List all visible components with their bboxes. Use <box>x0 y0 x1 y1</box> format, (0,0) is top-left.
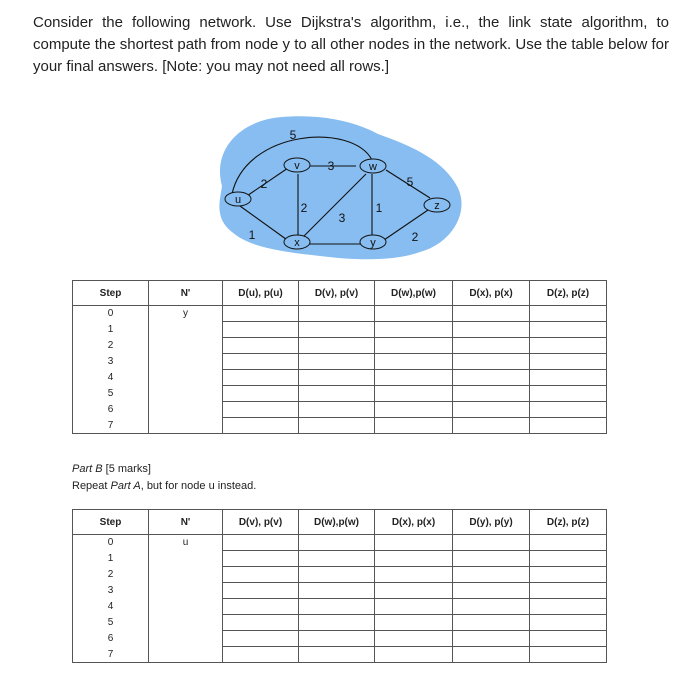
column-header: N' <box>149 281 223 306</box>
column-header: D(v), p(v) <box>223 510 299 535</box>
answer-cell[interactable] <box>223 354 299 370</box>
step-cell: 3 <box>73 583 149 599</box>
answer-cell[interactable] <box>223 386 299 402</box>
answer-cell[interactable] <box>299 583 375 599</box>
node-label-v: v <box>294 160 300 172</box>
step-cell: 3 <box>73 354 149 370</box>
table-row <box>73 599 607 615</box>
answer-cell[interactable] <box>299 370 375 386</box>
answer-cell[interactable] <box>530 583 607 599</box>
table-row <box>73 370 607 386</box>
column-header: D(z), p(z) <box>530 510 607 535</box>
table-row <box>73 583 607 599</box>
answer-cell[interactable] <box>530 354 607 370</box>
n-prime-cell <box>149 551 223 567</box>
cost-label-w-y: 1 <box>375 201 383 215</box>
network-cloud <box>219 116 461 259</box>
answer-cell[interactable] <box>299 386 375 402</box>
answer-cell[interactable] <box>530 631 607 647</box>
answer-cell[interactable] <box>299 535 375 551</box>
table-row <box>73 631 607 647</box>
answer-cell[interactable] <box>530 370 607 386</box>
answer-cell[interactable] <box>375 418 453 434</box>
step-cell: 6 <box>73 631 149 647</box>
n-prime-cell <box>149 599 223 615</box>
n-prime-cell <box>149 386 223 402</box>
answer-cell[interactable] <box>375 599 453 615</box>
cost-label-v-x: 2 <box>300 201 308 215</box>
part-b-instructions <box>72 461 256 495</box>
answer-cell[interactable] <box>375 306 453 322</box>
column-header: D(z), p(z) <box>530 281 607 306</box>
answer-cell[interactable] <box>223 370 299 386</box>
answer-cell[interactable] <box>453 386 530 402</box>
answer-cell[interactable] <box>299 599 375 615</box>
step-cell: 4 <box>73 370 149 386</box>
answer-cell[interactable] <box>530 418 607 434</box>
n-prime-cell <box>149 615 223 631</box>
table-row <box>73 354 607 370</box>
table-row <box>73 386 607 402</box>
n-prime-cell <box>149 402 223 418</box>
answer-cell[interactable] <box>453 322 530 338</box>
answer-cell[interactable] <box>453 631 530 647</box>
answer-cell[interactable] <box>453 647 530 663</box>
answer-cell[interactable] <box>223 599 299 615</box>
answer-cell[interactable] <box>375 322 453 338</box>
answer-cell[interactable] <box>453 567 530 583</box>
n-prime-cell <box>149 418 223 434</box>
answer-cell[interactable] <box>299 354 375 370</box>
table-row <box>73 306 607 322</box>
answer-cell[interactable] <box>299 418 375 434</box>
table-row <box>73 615 607 631</box>
answer-cell[interactable] <box>530 599 607 615</box>
answer-cell[interactable] <box>530 402 607 418</box>
step-cell: 7 <box>73 647 149 663</box>
answer-cell[interactable] <box>223 647 299 663</box>
n-prime-cell <box>149 370 223 386</box>
n-prime-cell <box>149 631 223 647</box>
cost-label-w-x: 3 <box>338 211 346 225</box>
n-prime-cell <box>149 567 223 583</box>
answer-cell[interactable] <box>453 306 530 322</box>
step-cell: 0 <box>73 535 149 551</box>
answer-cell[interactable] <box>375 386 453 402</box>
column-header: D(w),p(w) <box>375 281 453 306</box>
column-header: Step <box>73 281 149 306</box>
answer-cell[interactable] <box>530 338 607 354</box>
dijkstra-table-part-b <box>72 509 607 663</box>
answer-cell[interactable] <box>453 615 530 631</box>
answer-cell[interactable] <box>375 631 453 647</box>
answer-cell[interactable] <box>299 615 375 631</box>
step-cell: 1 <box>73 322 149 338</box>
cost-label-u-x: 1 <box>248 228 256 242</box>
n-prime-cell <box>149 322 223 338</box>
cost-label-u-w: 5 <box>289 128 297 142</box>
answer-cell[interactable] <box>375 583 453 599</box>
table-row <box>73 418 607 434</box>
column-header: D(y), p(y) <box>453 510 530 535</box>
answer-cell[interactable] <box>223 418 299 434</box>
answer-cell[interactable] <box>223 306 299 322</box>
column-header: Step <box>73 510 149 535</box>
answer-cell[interactable] <box>223 551 299 567</box>
answer-cell[interactable] <box>223 583 299 599</box>
answer-cell[interactable] <box>223 631 299 647</box>
answer-cell[interactable] <box>223 402 299 418</box>
answer-cell[interactable] <box>453 402 530 418</box>
table-row <box>73 338 607 354</box>
answer-cell[interactable] <box>453 583 530 599</box>
n-prime-cell <box>149 583 223 599</box>
answer-cell[interactable] <box>299 338 375 354</box>
answer-cell[interactable] <box>299 551 375 567</box>
table-row <box>73 402 607 418</box>
answer-cell[interactable] <box>530 322 607 338</box>
answer-cell[interactable] <box>375 615 453 631</box>
part-b-text: Repeat Part A, but for node u instead. <box>72 480 257 492</box>
answer-cell[interactable] <box>299 402 375 418</box>
part-b-title: Part B <box>72 463 103 475</box>
answer-cell[interactable] <box>530 567 607 583</box>
answer-cell[interactable] <box>375 551 453 567</box>
step-cell: 4 <box>73 599 149 615</box>
n-prime-cell <box>149 354 223 370</box>
node-label-w: w <box>369 161 377 173</box>
answer-cell[interactable] <box>530 306 607 322</box>
table-row <box>73 567 607 583</box>
column-header: D(w),p(w) <box>299 510 375 535</box>
table-row <box>73 322 607 338</box>
answer-cell[interactable] <box>530 615 607 631</box>
n-prime-cell <box>149 647 223 663</box>
answer-cell[interactable] <box>375 647 453 663</box>
table-header-row <box>73 281 607 306</box>
answer-cell[interactable] <box>375 338 453 354</box>
node-label-u: u <box>234 194 242 206</box>
cost-label-w-z: 5 <box>406 175 414 189</box>
table-header-row <box>73 510 607 535</box>
problem-statement: Consider the following network. Use Dijkstra's algorithm, i.e., the link state algorithm, to compute the shortest path from node y to all other nodes in the network. Use the table below for your final answers. [Note: you may not need all rows.] <box>33 14 669 75</box>
answer-cell[interactable] <box>375 535 453 551</box>
answer-cell[interactable] <box>375 402 453 418</box>
answer-cell[interactable] <box>530 647 607 663</box>
node-label-z: z <box>434 200 440 212</box>
answer-cell[interactable] <box>453 354 530 370</box>
column-header: D(x), p(x) <box>375 510 453 535</box>
table-row <box>73 647 607 663</box>
column-header: D(u), p(u) <box>223 281 299 306</box>
answer-cell[interactable] <box>299 631 375 647</box>
answer-cell[interactable] <box>299 322 375 338</box>
answer-cell[interactable] <box>299 647 375 663</box>
answer-cell[interactable] <box>453 338 530 354</box>
column-header: N' <box>149 510 223 535</box>
answer-cell[interactable] <box>453 418 530 434</box>
answer-cell[interactable] <box>223 615 299 631</box>
answer-cell[interactable] <box>530 386 607 402</box>
step-cell: 7 <box>73 418 149 434</box>
column-header: D(x), p(x) <box>453 281 530 306</box>
table-row <box>73 551 607 567</box>
step-cell: 2 <box>73 567 149 583</box>
answer-cell[interactable] <box>375 567 453 583</box>
answer-cell[interactable] <box>223 338 299 354</box>
step-cell: 6 <box>73 402 149 418</box>
n-prime-cell: u <box>149 535 223 551</box>
step-cell: 0 <box>73 306 149 322</box>
table-row <box>73 535 607 551</box>
answer-cell[interactable] <box>375 354 453 370</box>
answer-cell[interactable] <box>530 551 607 567</box>
n-prime-cell <box>149 338 223 354</box>
cost-label-y-z: 2 <box>411 230 419 244</box>
step-cell: 1 <box>73 551 149 567</box>
answer-cell[interactable] <box>223 567 299 583</box>
part-b-heading <box>72 461 256 478</box>
n-prime-cell: y <box>149 306 223 322</box>
step-cell: 2 <box>73 338 149 354</box>
answer-cell[interactable] <box>453 370 530 386</box>
answer-cell[interactable] <box>453 535 530 551</box>
column-header: D(v), p(v) <box>299 281 375 306</box>
cost-label-v-w: 3 <box>327 159 335 173</box>
cost-label-u-v: 2 <box>260 177 268 191</box>
answer-cell[interactable] <box>299 567 375 583</box>
node-label-x: x <box>294 237 300 249</box>
answer-cell[interactable] <box>453 551 530 567</box>
step-cell: 5 <box>73 386 149 402</box>
answer-cell[interactable] <box>223 322 299 338</box>
part-b-marks: [5 marks] <box>105 463 151 475</box>
answer-cell[interactable] <box>299 306 375 322</box>
node-label-y: y <box>370 237 376 249</box>
dijkstra-table-part-a <box>72 280 607 434</box>
answer-cell[interactable] <box>453 599 530 615</box>
step-cell: 5 <box>73 615 149 631</box>
answer-cell[interactable] <box>375 370 453 386</box>
answer-cell[interactable] <box>530 535 607 551</box>
answer-cell[interactable] <box>223 535 299 551</box>
